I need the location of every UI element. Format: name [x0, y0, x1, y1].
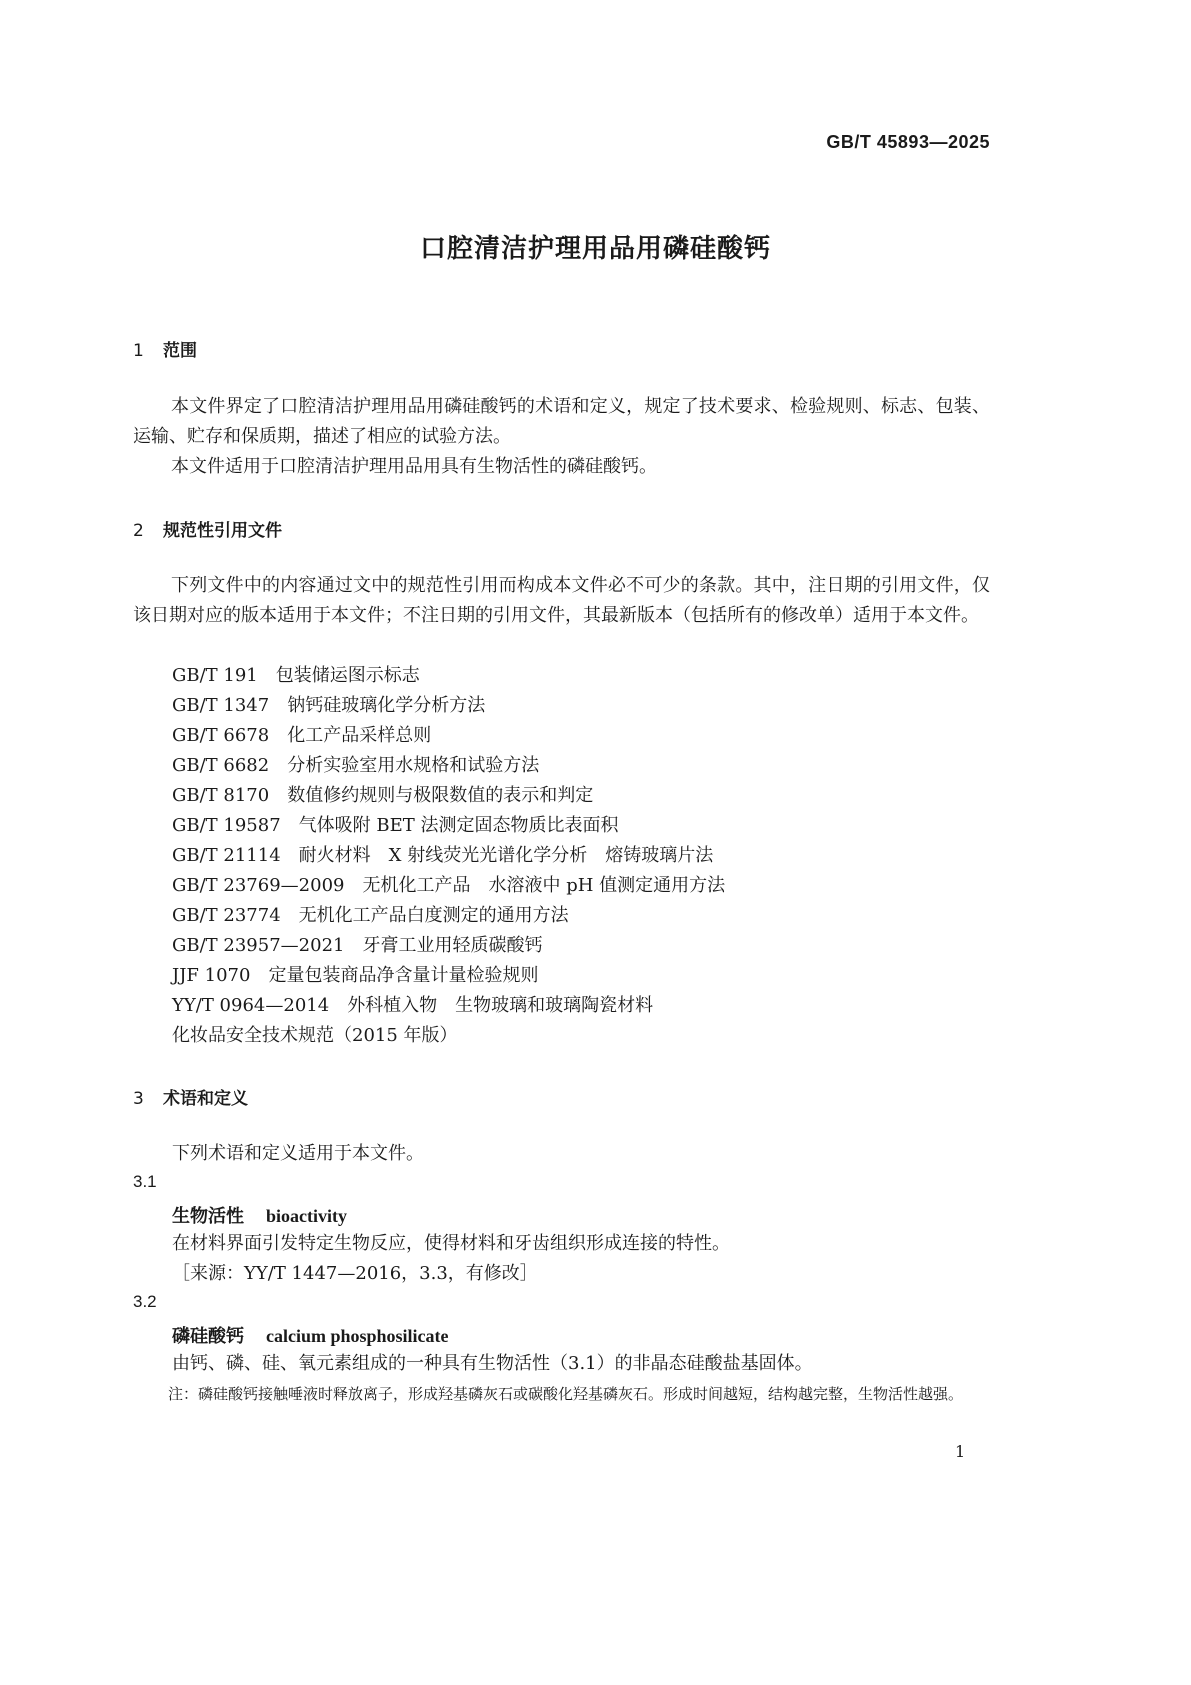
standard-number: GB/T 45893—2025	[826, 132, 990, 152]
reference-title: 气体吸附 BET 法测定固态物质比表面积	[298, 815, 619, 836]
term-zh: 磷硅酸钙	[172, 1326, 244, 1347]
reference-item	[172, 781, 593, 811]
reference-code: GB/T 1347	[172, 695, 270, 716]
reference-title: 定量包装商品净含量计量检验规则	[268, 965, 539, 986]
term-entry	[172, 1202, 347, 1228]
reference-title: 钠钙硅玻璃化学分析方法	[287, 695, 486, 716]
reference-item	[172, 721, 431, 751]
reference-title: 无机化工产品 水溶液中 pH 值测定通用方法	[362, 875, 726, 896]
document-title: 口腔清洁护理用品用磷硅酸钙	[419, 234, 771, 264]
paragraph: 本文件界定了口腔清洁护理用品用磷硅酸钙的术语和定义，规定了技术要求、检验规则、标志、包装、运输、贮存和保质期，描述了相应的试验方法。	[133, 396, 990, 447]
section-heading-scope	[133, 336, 197, 361]
section-title: 范围	[163, 341, 197, 361]
page-number: 1	[955, 1442, 966, 1461]
term-definition: 由钙、磷、硅、氧元素组成的一种具有生物活性（3.1）的非晶态硅酸盐基固体。	[172, 1353, 813, 1374]
term-entry	[172, 1322, 449, 1348]
reference-title: 数值修约规则与极限数值的表示和判定	[287, 785, 594, 806]
term-source: ［来源：YY/T 1447—2016，3.3，有修改］	[172, 1263, 538, 1284]
reference-code: GB/T 6682	[172, 755, 270, 776]
reference-code: GB/T 23769—2009	[172, 875, 345, 896]
reference-code: GB/T 19587	[172, 815, 281, 836]
paragraph: 本文件适用于口腔清洁护理用品用具有生物活性的磷硅酸钙。	[171, 456, 657, 477]
term-en: calcium phosphosilicate	[266, 1326, 449, 1346]
term-note: 注：磷硅酸钙接触唾液时释放离子，形成羟基磷灰石或碳酸化羟基磷灰石。形成时间越短，结构越完整，生物活性越强。	[168, 1385, 964, 1403]
reference-item	[172, 751, 539, 781]
reference-code: JJF 1070	[172, 965, 251, 986]
reference-title: 外科植入物 生物玻璃和玻璃陶瓷材料	[347, 995, 654, 1016]
reference-title: 无机化工产品白度测定的通用方法	[298, 905, 569, 926]
reference-item	[172, 961, 538, 991]
section-number: 1	[133, 341, 144, 361]
reference-code: GB/T 191	[172, 665, 258, 686]
paragraph: 下列文件中的内容通过文中的规范性引用而构成本文件必不可少的条款。其中，注日期的引用文件，仅该日期对应的版本适用于本文件；不注日期的引用文件，其最新版本（包括所有的修改单）适用于本文件。	[133, 575, 990, 626]
reference-code: GB/T 6678	[172, 725, 270, 746]
reference-item	[172, 871, 725, 901]
reference-title: 包装储运图示标志	[275, 665, 420, 686]
term-number: 3.2	[133, 1292, 157, 1311]
reference-code: GB/T 23774	[172, 905, 281, 926]
reference-title: 化妆品安全技术规范（2015 年版）	[172, 1025, 458, 1046]
reference-title: 化工产品采样总则	[287, 725, 432, 746]
reference-code: YY/T 0964—2014	[172, 995, 330, 1016]
reference-code: GB/T 23957—2021	[172, 935, 345, 956]
reference-title: 分析实验室用水规格和试验方法	[287, 755, 540, 776]
reference-item	[172, 991, 653, 1021]
reference-title: 耐火材料 X 射线荧光光谱化学分析 熔铸玻璃片法	[298, 845, 714, 866]
reference-item	[172, 811, 619, 841]
section-number: 3	[133, 1089, 144, 1109]
reference-code: GB/T 8170	[172, 785, 270, 806]
section-number: 2	[133, 521, 144, 541]
section-heading-terms	[133, 1084, 248, 1109]
section-heading-normative-references	[133, 516, 282, 541]
term-zh: 生物活性	[172, 1206, 244, 1227]
term-definition: 在材料界面引发特定生物反应，使得材料和牙齿组织形成连接的特性。	[172, 1233, 730, 1254]
section-title: 规范性引用文件	[163, 521, 282, 541]
reference-item	[172, 931, 542, 961]
reference-title: 牙膏工业用轻质碳酸钙	[362, 935, 543, 956]
paragraph: 下列术语和定义适用于本文件。	[172, 1143, 424, 1164]
reference-item	[172, 661, 420, 691]
reference-item	[172, 901, 569, 931]
reference-item	[172, 691, 485, 721]
term-en: bioactivity	[266, 1206, 347, 1226]
section-title: 术语和定义	[163, 1089, 248, 1109]
reference-item	[172, 841, 713, 871]
reference-code: GB/T 21114	[172, 845, 281, 866]
term-number: 3.1	[133, 1172, 157, 1191]
reference-item	[172, 1021, 458, 1051]
